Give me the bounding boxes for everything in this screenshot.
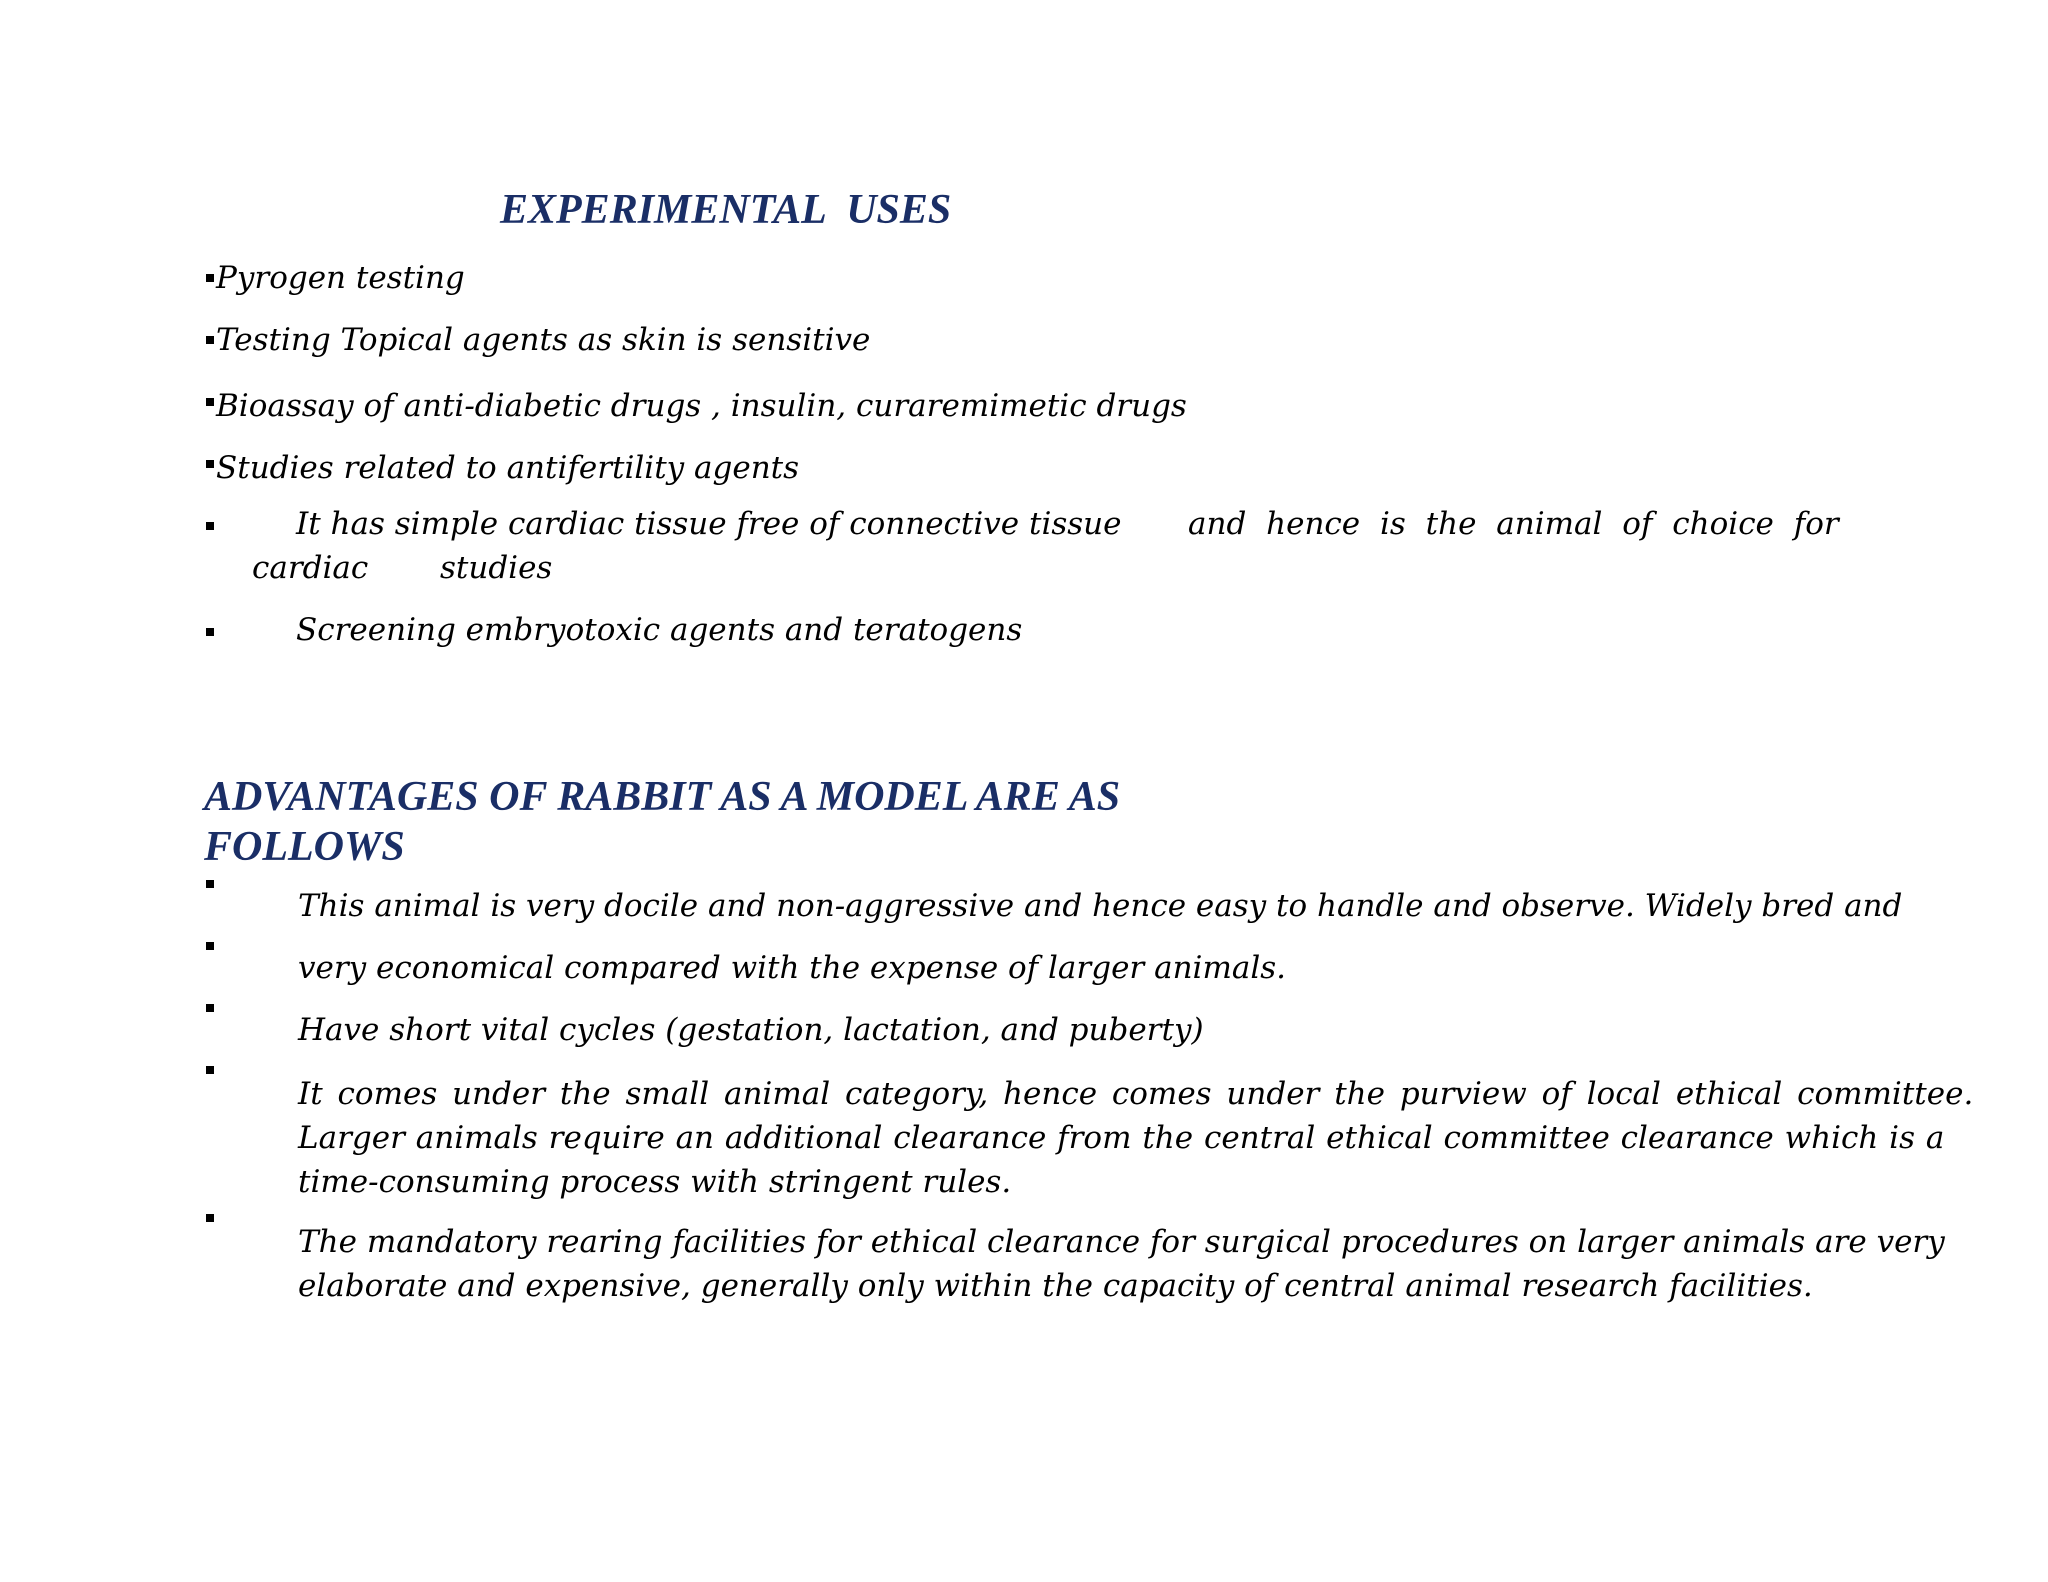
advantages-heading-line2: FOLLOWS: [204, 824, 405, 870]
list-item-rearing-facilities: [298, 1220, 1945, 1308]
list-item-docile: This animal is very docile and non-aggressive and hence easy to handle and observe. Widely bred and: [298, 888, 1903, 924]
bullet-icon: [206, 1004, 214, 1012]
advantages-heading-line1: ADVANTAGES OF RABBIT AS A MODEL ARE AS: [204, 774, 1121, 820]
bullet-icon: [206, 398, 214, 406]
bullet-icon: [206, 522, 214, 530]
bullet-icon: [206, 274, 214, 282]
list-item-cardiac-a: It has simple cardiac tissue free of connective tissue: [296, 506, 1122, 542]
text-line: time-consuming process with stringent rules.: [298, 1164, 1012, 1200]
bullet-icon: [206, 880, 214, 888]
bullet-icon: [206, 460, 214, 468]
list-item-economical: very economical compared with the expense of larger animals.: [298, 950, 1287, 986]
bullet-icon: [206, 628, 214, 636]
list-item-bioassay: Bioassay of anti-diabetic drugs , insulin, curaremimetic drugs: [216, 388, 1187, 424]
text-line: The mandatory rearing facilities for ethical clearance for surgical procedures on larger animals are very: [298, 1224, 1945, 1260]
list-item-embryotoxic: Screening embryotoxic agents and teratogens: [296, 612, 1023, 648]
text-line: Larger animals require an additional clearance from the central ethical committee clearance which is a: [298, 1120, 1945, 1156]
bullet-icon: [206, 942, 214, 950]
advantages-heading: [204, 772, 1204, 872]
list-item-antifertility: Studies related to antifertility agents: [216, 450, 800, 486]
list-item-topical: Testing Topical agents as skin is sensitive: [216, 322, 871, 358]
text-line: It comes under the small animal category, hence comes under the purview of local ethical committee.: [298, 1076, 1974, 1112]
text-line: elaborate and expensive, generally only within the capacity of central animal research facilities.: [298, 1268, 1813, 1304]
list-item-cardiac-d: studies: [440, 550, 553, 586]
list-item-ethical-committee: [298, 1072, 1974, 1204]
list-item-cardiac-b: and hence is the animal of choice for: [1188, 506, 1839, 542]
bullet-icon: [206, 336, 214, 344]
list-item-cardiac-c: cardiac: [252, 550, 369, 586]
list-item-pyrogen: Pyrogen testing: [216, 260, 465, 296]
bullet-icon: [206, 1066, 214, 1074]
bullet-icon: [206, 1214, 214, 1222]
experimental-uses-heading: EXPERIMENTAL USES: [500, 187, 952, 233]
list-item-vital-cycles: Have short vital cycles (gestation, lactation, and puberty): [298, 1012, 1204, 1048]
